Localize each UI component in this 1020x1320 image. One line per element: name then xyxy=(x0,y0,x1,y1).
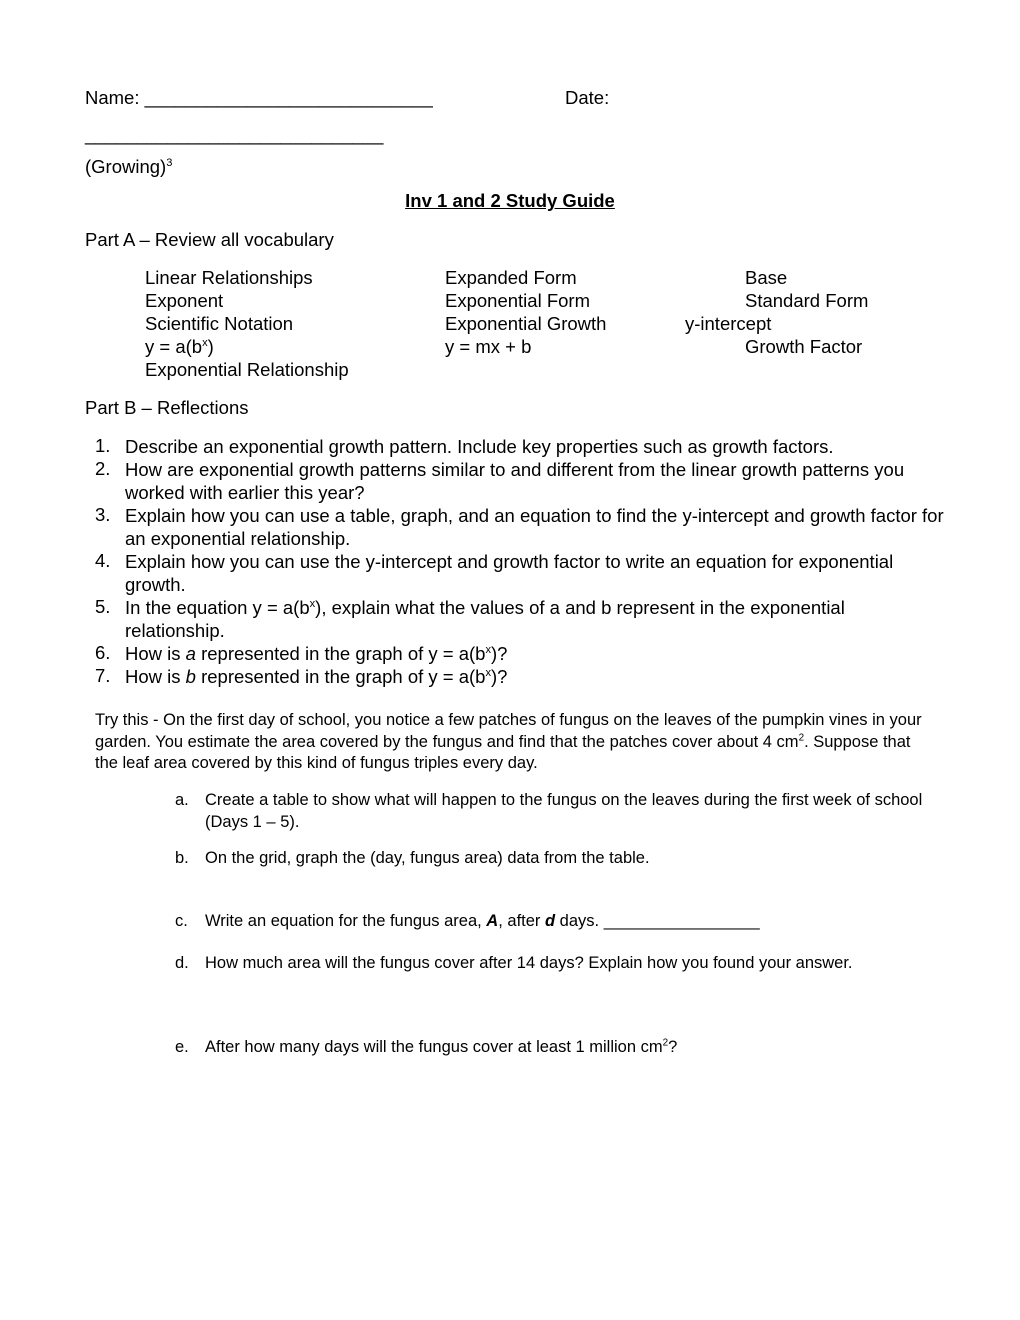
sub-label: a. xyxy=(175,791,189,809)
sub-label: c. xyxy=(175,912,188,930)
page-title: Inv 1 and 2 Study Guide xyxy=(405,190,615,211)
q5-text-b: ), explain what the values of a and b represent in the exponential relationship. xyxy=(125,597,845,641)
unit-title xyxy=(85,156,172,178)
sub-text: Create a table to show what will happen to the fungus on the leaves during the first week of school (Days 1 – 5). xyxy=(205,791,923,831)
unit-title-exponent: 3 xyxy=(166,156,173,169)
q6-text-a: How is xyxy=(125,643,186,664)
date-blank[interactable]: _____________________________ xyxy=(85,124,384,145)
sub-text xyxy=(205,1037,935,1059)
vocab-exponent: Exponent xyxy=(145,290,224,311)
sub-text xyxy=(205,911,935,933)
e-text-a: After how many days will the fungus cover at least 1 million cm xyxy=(205,1038,663,1056)
date-label: Date: xyxy=(565,87,610,108)
try-this-text-a: Try this - On the first day of school, you notice a few patches of fungus on the leaves of the pumpkin vines in your garden. You estimate the area covered by the fungus and find that the patches cover about 4 cm xyxy=(95,711,922,751)
try-this-paragraph xyxy=(95,710,925,775)
list-text: Explain how you can use a table, graph, and an equation to find the y-intercept and growth factor for an exponential relationship. xyxy=(125,505,944,549)
vocab-linear-equation: y = mx + b xyxy=(445,336,532,357)
equation-answer-blank[interactable]: _________________ xyxy=(603,912,760,930)
q6-text-c: )? xyxy=(491,643,508,664)
sub-label: b. xyxy=(175,849,189,867)
list-number: 4. xyxy=(95,550,111,571)
vocab-standard-form: Standard Form xyxy=(745,290,869,311)
vocab-exp-eq-a: y = a(b xyxy=(145,336,203,357)
c-variable-d: d xyxy=(545,912,556,930)
sub-label: d. xyxy=(175,954,189,972)
name-blank[interactable]: ____________________________ xyxy=(144,87,433,108)
sub-text: On the grid, graph the (day, fungus area) data from the table. xyxy=(205,849,650,867)
list-text xyxy=(125,642,945,665)
list-number: 5. xyxy=(95,596,111,617)
try-this-text-b: . Suppose that the leaf area covered by this kind of fungus triples every day. xyxy=(95,732,911,772)
sub-text: How much area will the fungus cover after 14 days? Explain how you found your answer. xyxy=(205,954,853,972)
e-text-b: ? xyxy=(668,1038,678,1056)
vocab-base: Base xyxy=(745,267,788,288)
vocab-y-intercept: y-intercept xyxy=(685,313,772,334)
list-text: Describe an exponential growth pattern. Include key properties such as growth factors. xyxy=(125,436,834,457)
list-number: 6. xyxy=(95,642,111,663)
q5-exponent: x xyxy=(309,597,316,610)
list-number: 2. xyxy=(95,458,111,479)
vocab-exp-eq-b: ) xyxy=(207,336,214,357)
q7-text-b: represented in the graph of y = a(b xyxy=(195,666,486,687)
q6-exponent: x xyxy=(485,643,492,656)
list-text: Explain how you can use the y-intercept and growth factor to write an equation for exponential growth. xyxy=(125,551,894,595)
list-number: 3. xyxy=(95,504,111,525)
q7-variable: b xyxy=(185,666,196,687)
vocab-expanded-form: Expanded Form xyxy=(445,267,577,288)
name-label: Name: xyxy=(85,87,140,108)
vocab-growth-factor: Growth Factor xyxy=(745,336,863,357)
q7-text-c: )? xyxy=(491,666,508,687)
vocab-exponential-form: Exponential Form xyxy=(445,290,590,311)
e-exponent: 2 xyxy=(662,1037,669,1049)
vocab-exp-eq-sup: x xyxy=(202,336,208,349)
c-text-a: Write an equation for the fungus area, xyxy=(205,912,487,930)
vocab-exponential-growth: Exponential Growth xyxy=(445,313,607,334)
name-line[interactable] xyxy=(85,87,433,109)
list-number: 1. xyxy=(95,435,111,456)
try-this-exponent: 2 xyxy=(798,732,805,743)
c-text-b: , after xyxy=(498,912,545,930)
list-number: 7. xyxy=(95,665,111,686)
vocab-exponential-relationship: Exponential Relationship xyxy=(145,359,349,380)
vocab-linear-relationships: Linear Relationships xyxy=(145,267,313,288)
q6-variable: a xyxy=(185,643,196,664)
part-a-heading: Part A – Review all vocabulary xyxy=(85,229,334,250)
q7-exponent: x xyxy=(485,666,492,679)
list-text: How are exponential growth patterns similar to and different from the linear growth patterns you worked with earlier this year? xyxy=(125,459,905,503)
list-text xyxy=(125,665,945,688)
vocab-scientific-notation: Scientific Notation xyxy=(145,313,294,334)
c-variable-a: A xyxy=(486,912,499,930)
sub-label: e. xyxy=(175,1038,189,1056)
q5-text-a: In the equation y = a(b xyxy=(125,597,310,618)
c-text-c: days. xyxy=(555,912,604,930)
unit-title-base: (Growing) xyxy=(85,156,167,177)
vocab-exponential-equation xyxy=(145,336,214,358)
part-b-heading: Part B – Reflections xyxy=(85,397,249,418)
q6-text-b: represented in the graph of y = a(b xyxy=(195,643,486,664)
q7-text-a: How is xyxy=(125,666,186,687)
list-text xyxy=(125,596,945,642)
